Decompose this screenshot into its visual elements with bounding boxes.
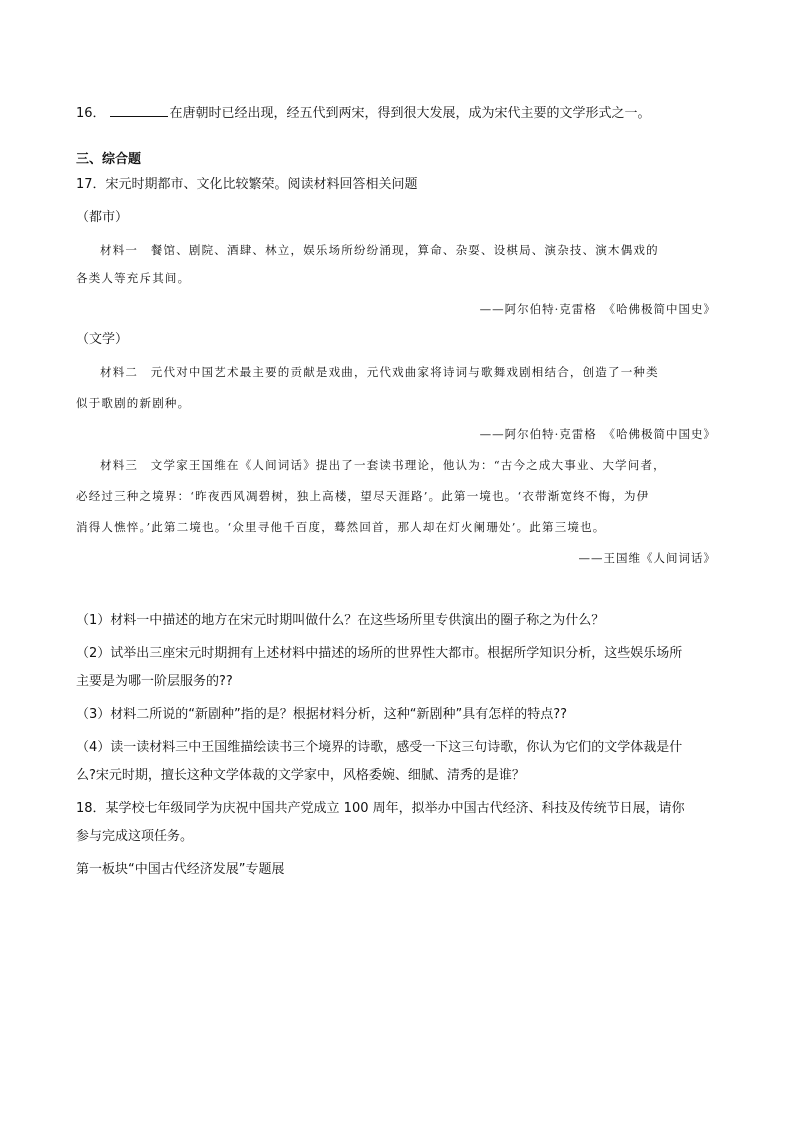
source-1: ——阿尔伯特·克雷格 《哈佛极简中国史》 xyxy=(479,302,716,316)
material-2-line-2: 似于歌剧的新剧种。 xyxy=(76,396,191,410)
question-18-line-1: 18．某学校七年级同学为庆祝中国共产党成立 100 周年，拟举办中国古代经济、科技及传统节日展，请你 xyxy=(76,801,685,816)
question-18-line-3: 第一板块“中国古代经济发展”专题展 xyxy=(76,862,285,877)
fill-blank[interactable] xyxy=(110,104,168,117)
question-17-stem: 17．宋元时期都市、文化比较繁荣。阅读材料回答相关问题 xyxy=(76,177,418,192)
sub-question-1: （1）材料一中描述的地方在宋元时期叫做什么？在这些场所里专供演出的圈子称之为什么？ xyxy=(76,613,605,628)
material-1-line-1: 材料一 餐馆、剧院、酒肆、林立，娱乐场所纷纷涌现，算命、杂耍、设棋局、演杂技、演木偶戏的 xyxy=(100,243,659,257)
question-18-line-2: 参与完成这项任务。 xyxy=(76,829,194,844)
material-3-line-3: 消得人憔悴。’此第二境也。‘众里寻他千百度，蓦然回首，那人却在灯火阑珊处’。此第三境也。 xyxy=(76,520,606,534)
material-3-line-2: 必经过三种之境界：‘昨夜西风凋碧树，独上高楼，望尽天涯路’。此第一境也。‘衣带渐宽终不悔，为伊 xyxy=(76,489,650,503)
sub-question-3: （3）材料二所说的“新剧种”指的是？根据材料分析，这种“新剧种”具有怎样的特点?? xyxy=(76,707,568,722)
label-literature: （文学） xyxy=(76,332,129,347)
sub-question-4-line-1: （4）读一读材料三中王国维描绘读书三个境界的诗歌，感受一下这三句诗歌，你认为它们的文学体裁是什 xyxy=(76,740,683,755)
sub-question-4-line-2: 么?宋元时期，擅长这种文学体裁的文学家中，风格委婉、细腻、清秀的是谁？ xyxy=(76,768,525,783)
question-number: 16． xyxy=(76,106,106,121)
source-3: ——王国维《人间词话》 xyxy=(578,551,716,565)
section-heading: 三、综合题 xyxy=(76,152,142,167)
source-2: ——阿尔伯特·克雷格 《哈佛极简中国史》 xyxy=(479,427,716,441)
sub-question-2-line-2: 主要是为哪一阶层服务的?? xyxy=(76,674,233,689)
label-city: （都市） xyxy=(76,210,129,225)
material-2-line-1: 材料二 元代对中国艺术最主要的贡献是戏曲，元代戏曲家将诗词与歌舞戏剧相结合，创造了一种类 xyxy=(100,365,659,379)
material-3-line-1: 材料三 文学家王国维在《人间词话》提出了一套读书理论，他认为：“古今之成大事业、大学问者， xyxy=(100,458,666,472)
question-text: 在唐朝时已经出现，经五代到两宋，得到很大发展，成为宋代主要的文学形式之一。 xyxy=(169,106,651,121)
question-16 xyxy=(76,104,651,123)
sub-question-2-line-1: （2）试举出三座宋元时期拥有上述材料中描述的场所的世界性大都市。根据所学知识分析，这些娱乐场所 xyxy=(76,646,683,661)
material-1-line-2: 各类人等充斥其间。 xyxy=(76,271,191,285)
